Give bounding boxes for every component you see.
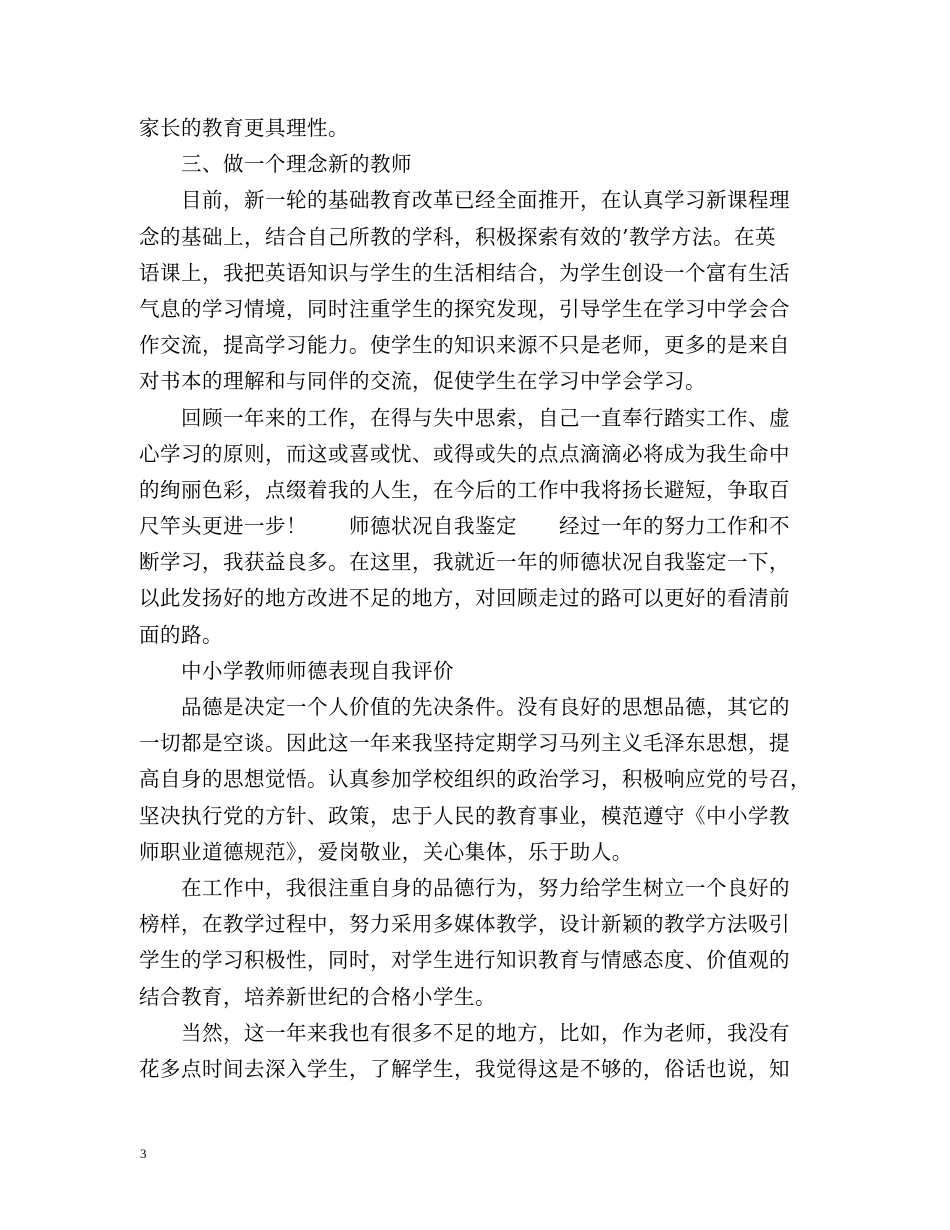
text-line: 榜样，在教学过程中，努力采用多媒体教学，设计新颖的教学方法吸引 — [139, 912, 790, 937]
text-line: 尺竿头更进一步！ 师德状况自我鉴定 经过一年的努力工作和不 — [139, 514, 790, 539]
text-line: 在工作中，我很注重自身的品德行为，努力给学生树立一个良好的 — [181, 875, 790, 900]
text-line: 结合教育，培养新世纪的合格小学生。 — [139, 984, 496, 1009]
text-line: 学生的学习积极性，同时，对学生进行知识教育与情感态度、价值观的 — [139, 948, 790, 973]
text-line: 语课上，我把英语知识与学生的生活相结合，为学生创设一个富有生活 — [139, 260, 790, 285]
text-line: 家长的教育更具理性。 — [139, 116, 349, 140]
text-line: 气息的学习情境，同时注重学生的探究发现，引导学生在学习中学会合 — [139, 296, 790, 321]
text-line: 的绚丽色彩，点缀着我的人生，在今后的工作中我将扬长避短，争取百 — [139, 477, 790, 502]
text-line: 坚决执行党的方针、政策，忠于人民的教育事业，模范遵守《中小学教 — [139, 803, 790, 828]
text-line: 作交流，提高学习能力。使学生的知识来源不只是老师，更多的是来自 — [139, 333, 790, 358]
text-line: 心学习的原则，而这或喜或忧、或得或失的点点滴滴必将成为我生命中 — [139, 441, 790, 466]
body-text — [139, 110, 829, 1087]
text-line: 面的路。 — [139, 622, 223, 647]
text-line: 目前，新一轮的基础教育改革已经全面推开，在认真学习新课程理 — [181, 188, 790, 213]
text-line: 一切都是空谈。因此这一年来我坚持定期学习马列主义毛泽东思想，提 — [139, 731, 790, 756]
text-line: 以此发扬好的地方改进不足的地方，对回顾走过的路可以更好的看清前 — [139, 586, 790, 611]
text-line: 品德是决定一个人价值的先决条件。没有良好的思想品德，其它的 — [181, 695, 790, 719]
text-line: 师职业道德规范》，爱岗敬业，关心集体，乐于助人。 — [139, 839, 633, 864]
page-number: 3 — [140, 1146, 147, 1161]
text-line: 断学习，我获益良多。在这里，我就近一年的师德状况自我鉴定一下， — [139, 550, 790, 575]
text-line: 回顾一年来的工作，在得与失中思索，自己一直奉行踏实工作、虚 — [181, 405, 790, 430]
text-line: 对书本的理解和与同伴的交流，促使学生在学习中学会学习。 — [139, 369, 706, 394]
text-line: 念的基础上，结合自己所教的学科，积极探索有效的’教学方法。在英 — [139, 224, 777, 249]
section-heading: 中小学教师师德表现自我评价 — [181, 658, 454, 683]
section-heading: 三、做一个理念新的教师 — [181, 152, 412, 177]
text-line: 高自身的思想觉悟。认真参加学校组织的政治学习，积极响应党的号召， — [139, 767, 811, 792]
text-line: 花多点时间去深入学生，了解学生，我觉得这是不够的，俗话也说，知 — [139, 1056, 790, 1081]
text-line: 当然，这一年来我也有很多不足的地方，比如，作为老师，我没有 — [181, 1020, 790, 1045]
